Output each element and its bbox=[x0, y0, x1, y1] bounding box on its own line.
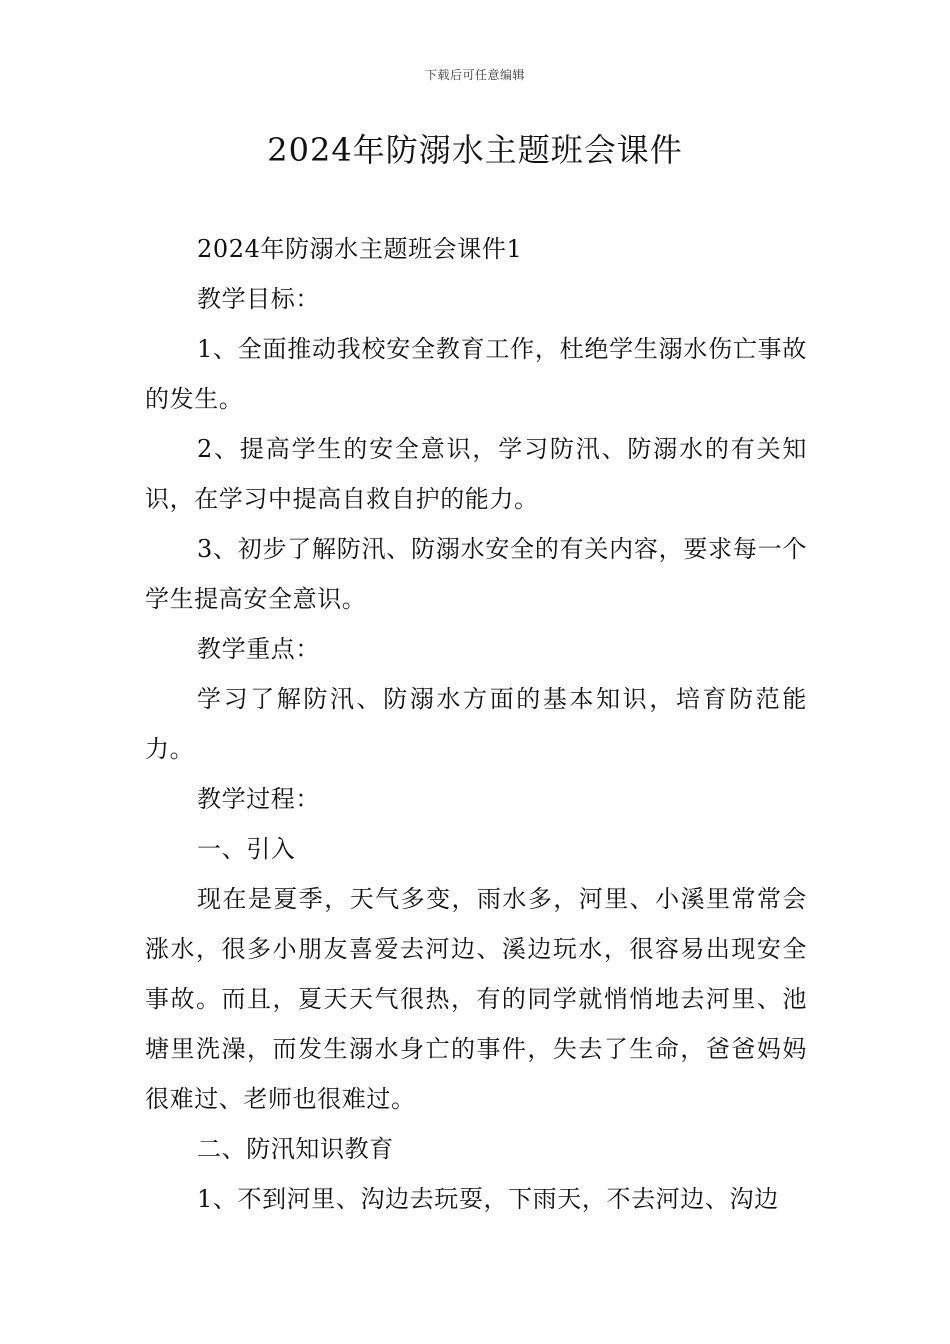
document-title: 2024年防溺水主题班会课件 bbox=[267, 131, 683, 169]
paragraph-flood-education-heading: 二、防汛知识教育 bbox=[197, 1135, 394, 1163]
paragraph-key-points: 学习了解防汛、防溺水方面的基本知识，培育防范能力。 bbox=[145, 685, 807, 763]
paragraph-goal-2: 2、提高学生的安全意识，学习防汛、防溺水的有关知识，在学习中提高自救自护的能力。 bbox=[145, 435, 807, 513]
paragraph-process-label: 教学过程： bbox=[197, 785, 320, 813]
section-heading: 2024年防溺水主题班会课件1 bbox=[197, 235, 523, 263]
paragraph-goal-3: 3、初步了解防汛、防溺水安全的有关内容，要求每一个学生提高安全意识。 bbox=[145, 535, 807, 613]
paragraph-key-points-label: 教学重点： bbox=[197, 635, 320, 663]
paragraph-intro-body: 现在是夏季，天气多变，雨水多，河里、小溪里常常会涨水，很多小朋友喜爱去河边、溪边玩水，很容易出现安全事故。而且，夏天天气很热，有的同学就悄悄地去河里、池塘里洗澡，而发生溺水身亡的事件，失去了生命，爸爸妈妈很难过、老师也很难过。 bbox=[145, 885, 807, 1113]
header-note: 下载后可任意编辑 bbox=[424, 68, 525, 82]
paragraph-teaching-goals-label: 教学目标： bbox=[197, 285, 320, 313]
paragraph-intro-heading: 一、引入 bbox=[197, 835, 296, 863]
paragraph-goal-1: 1、全面推动我校安全教育工作，杜绝学生溺水伤亡事故的发生。 bbox=[145, 335, 807, 413]
paragraph-flood-rule-1: 1、不到河里、沟边去玩耍，下雨天，不去河边、沟边 bbox=[197, 1185, 779, 1213]
document-body bbox=[145, 224, 807, 1224]
